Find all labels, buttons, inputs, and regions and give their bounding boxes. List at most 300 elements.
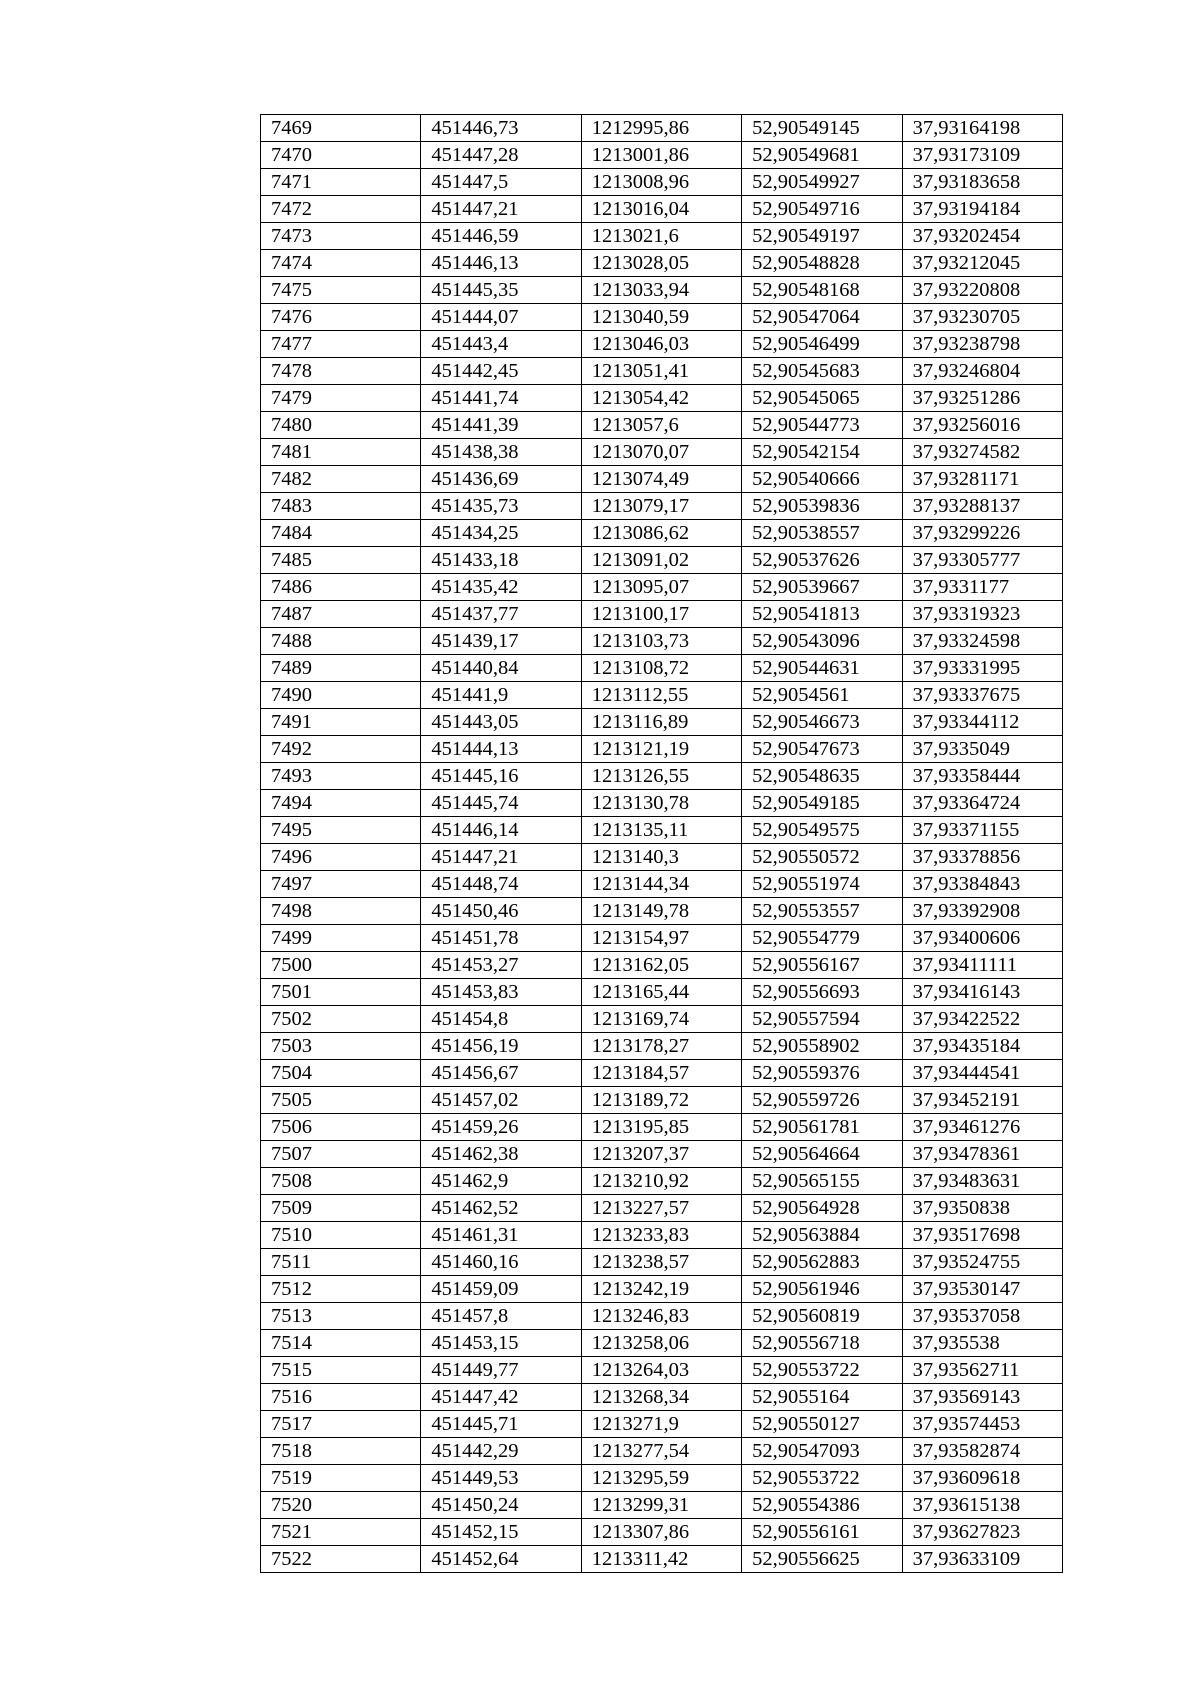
point-number-cell: 7517 — [261, 1411, 421, 1438]
point-number-cell: 7521 — [261, 1519, 421, 1546]
x-coordinate-cell: 451450,24 — [421, 1492, 581, 1519]
longitude-cell: 37,93582874 — [902, 1438, 1062, 1465]
x-coordinate-cell: 451437,77 — [421, 601, 581, 628]
latitude-cell: 52,90538557 — [742, 520, 902, 547]
longitude-cell: 37,93299226 — [902, 520, 1062, 547]
latitude-cell: 52,90562883 — [742, 1249, 902, 1276]
table-row — [261, 871, 1063, 898]
x-coordinate-cell: 451449,77 — [421, 1357, 581, 1384]
table-row — [261, 574, 1063, 601]
x-coordinate-cell: 451445,71 — [421, 1411, 581, 1438]
x-coordinate-cell: 451453,15 — [421, 1330, 581, 1357]
y-coordinate-cell: 1213295,59 — [581, 1465, 741, 1492]
latitude-cell: 52,90548635 — [742, 763, 902, 790]
y-coordinate-cell: 1213054,42 — [581, 385, 741, 412]
latitude-cell: 52,90559726 — [742, 1087, 902, 1114]
longitude-cell: 37,9331177 — [902, 574, 1062, 601]
longitude-cell: 37,93337675 — [902, 682, 1062, 709]
x-coordinate-cell: 451435,73 — [421, 493, 581, 520]
y-coordinate-cell: 1213271,9 — [581, 1411, 741, 1438]
y-coordinate-cell: 1213242,19 — [581, 1276, 741, 1303]
point-number-cell: 7501 — [261, 979, 421, 1006]
latitude-cell: 52,90553722 — [742, 1357, 902, 1384]
longitude-cell: 37,93246804 — [902, 358, 1062, 385]
table-row — [261, 439, 1063, 466]
y-coordinate-cell: 1213086,62 — [581, 520, 741, 547]
longitude-cell: 37,93281171 — [902, 466, 1062, 493]
latitude-cell: 52,90559376 — [742, 1060, 902, 1087]
x-coordinate-cell: 451445,16 — [421, 763, 581, 790]
latitude-cell: 52,90540666 — [742, 466, 902, 493]
table-row — [261, 1168, 1063, 1195]
table-row — [261, 1384, 1063, 1411]
point-number-cell: 7520 — [261, 1492, 421, 1519]
latitude-cell: 52,90556161 — [742, 1519, 902, 1546]
x-coordinate-cell: 451434,25 — [421, 520, 581, 547]
longitude-cell: 37,93517698 — [902, 1222, 1062, 1249]
point-number-cell: 7491 — [261, 709, 421, 736]
latitude-cell: 52,90556167 — [742, 952, 902, 979]
point-number-cell: 7469 — [261, 115, 421, 142]
latitude-cell: 52,90543096 — [742, 628, 902, 655]
latitude-cell: 52,90537626 — [742, 547, 902, 574]
x-coordinate-cell: 451460,16 — [421, 1249, 581, 1276]
point-number-cell: 7519 — [261, 1465, 421, 1492]
x-coordinate-cell: 451446,59 — [421, 223, 581, 250]
x-coordinate-cell: 451446,14 — [421, 817, 581, 844]
y-coordinate-cell: 1213233,83 — [581, 1222, 741, 1249]
latitude-cell: 52,90549575 — [742, 817, 902, 844]
x-coordinate-cell: 451462,52 — [421, 1195, 581, 1222]
table-row — [261, 1087, 1063, 1114]
longitude-cell: 37,93324598 — [902, 628, 1062, 655]
y-coordinate-cell: 1213140,3 — [581, 844, 741, 871]
latitude-cell: 52,90554386 — [742, 1492, 902, 1519]
y-coordinate-cell: 1213130,78 — [581, 790, 741, 817]
point-number-cell: 7475 — [261, 277, 421, 304]
table-row — [261, 196, 1063, 223]
y-coordinate-cell: 1213001,86 — [581, 142, 741, 169]
table-row — [261, 1195, 1063, 1222]
latitude-cell: 52,90550572 — [742, 844, 902, 871]
latitude-cell: 52,90542154 — [742, 439, 902, 466]
longitude-cell: 37,93392908 — [902, 898, 1062, 925]
y-coordinate-cell: 1213108,72 — [581, 655, 741, 682]
x-coordinate-cell: 451441,74 — [421, 385, 581, 412]
latitude-cell: 52,90556718 — [742, 1330, 902, 1357]
latitude-cell: 52,90549197 — [742, 223, 902, 250]
x-coordinate-cell: 451450,46 — [421, 898, 581, 925]
latitude-cell: 52,90547093 — [742, 1438, 902, 1465]
y-coordinate-cell: 1213154,97 — [581, 925, 741, 952]
point-number-cell: 7504 — [261, 1060, 421, 1087]
point-number-cell: 7509 — [261, 1195, 421, 1222]
x-coordinate-cell: 451433,18 — [421, 547, 581, 574]
point-number-cell: 7514 — [261, 1330, 421, 1357]
longitude-cell: 37,93358444 — [902, 763, 1062, 790]
table-row — [261, 304, 1063, 331]
x-coordinate-cell: 451442,29 — [421, 1438, 581, 1465]
point-number-cell: 7505 — [261, 1087, 421, 1114]
latitude-cell: 52,90539836 — [742, 493, 902, 520]
x-coordinate-cell: 451459,26 — [421, 1114, 581, 1141]
latitude-cell: 52,90553722 — [742, 1465, 902, 1492]
table-row — [261, 736, 1063, 763]
latitude-cell: 52,90549716 — [742, 196, 902, 223]
table-row — [261, 169, 1063, 196]
point-number-cell: 7506 — [261, 1114, 421, 1141]
longitude-cell: 37,9335049 — [902, 736, 1062, 763]
table-row — [261, 277, 1063, 304]
table-row — [261, 1060, 1063, 1087]
table-row — [261, 763, 1063, 790]
latitude-cell: 52,90541813 — [742, 601, 902, 628]
point-number-cell: 7518 — [261, 1438, 421, 1465]
x-coordinate-cell: 451461,31 — [421, 1222, 581, 1249]
y-coordinate-cell: 1213178,27 — [581, 1033, 741, 1060]
longitude-cell: 37,93251286 — [902, 385, 1062, 412]
y-coordinate-cell: 1213074,49 — [581, 466, 741, 493]
table-row — [261, 358, 1063, 385]
latitude-cell: 52,90551974 — [742, 871, 902, 898]
y-coordinate-cell: 1213258,06 — [581, 1330, 741, 1357]
latitude-cell: 52,90547064 — [742, 304, 902, 331]
longitude-cell: 37,93461276 — [902, 1114, 1062, 1141]
longitude-cell: 37,93173109 — [902, 142, 1062, 169]
longitude-cell: 37,93524755 — [902, 1249, 1062, 1276]
table-row — [261, 520, 1063, 547]
x-coordinate-cell: 451442,45 — [421, 358, 581, 385]
x-coordinate-cell: 451440,84 — [421, 655, 581, 682]
latitude-cell: 52,90556625 — [742, 1546, 902, 1573]
table-row — [261, 115, 1063, 142]
coordinates-table-body — [261, 115, 1063, 1573]
longitude-cell: 37,93633109 — [902, 1546, 1062, 1573]
table-row — [261, 493, 1063, 520]
table-row — [261, 1006, 1063, 1033]
y-coordinate-cell: 1213095,07 — [581, 574, 741, 601]
latitude-cell: 52,90553557 — [742, 898, 902, 925]
y-coordinate-cell: 1213149,78 — [581, 898, 741, 925]
point-number-cell: 7490 — [261, 682, 421, 709]
y-coordinate-cell: 1213091,02 — [581, 547, 741, 574]
latitude-cell: 52,90564928 — [742, 1195, 902, 1222]
table-row — [261, 1222, 1063, 1249]
longitude-cell: 37,93183658 — [902, 169, 1062, 196]
table-row — [261, 250, 1063, 277]
longitude-cell: 37,93220808 — [902, 277, 1062, 304]
longitude-cell: 37,93483631 — [902, 1168, 1062, 1195]
point-number-cell: 7503 — [261, 1033, 421, 1060]
latitude-cell: 52,90546673 — [742, 709, 902, 736]
x-coordinate-cell: 451445,74 — [421, 790, 581, 817]
point-number-cell: 7487 — [261, 601, 421, 628]
latitude-cell: 52,90546499 — [742, 331, 902, 358]
x-coordinate-cell: 451443,05 — [421, 709, 581, 736]
x-coordinate-cell: 451448,74 — [421, 871, 581, 898]
table-row — [261, 1465, 1063, 1492]
table-row — [261, 1519, 1063, 1546]
longitude-cell: 37,93411111 — [902, 952, 1062, 979]
x-coordinate-cell: 451457,8 — [421, 1303, 581, 1330]
latitude-cell: 52,9054561 — [742, 682, 902, 709]
x-coordinate-cell: 451438,38 — [421, 439, 581, 466]
table-row — [261, 1411, 1063, 1438]
x-coordinate-cell: 451456,67 — [421, 1060, 581, 1087]
x-coordinate-cell: 451447,21 — [421, 196, 581, 223]
x-coordinate-cell: 451447,5 — [421, 169, 581, 196]
y-coordinate-cell: 1213162,05 — [581, 952, 741, 979]
point-number-cell: 7482 — [261, 466, 421, 493]
x-coordinate-cell: 451452,64 — [421, 1546, 581, 1573]
x-coordinate-cell: 451444,07 — [421, 304, 581, 331]
x-coordinate-cell: 451456,19 — [421, 1033, 581, 1060]
table-row — [261, 466, 1063, 493]
y-coordinate-cell: 1213264,03 — [581, 1357, 741, 1384]
latitude-cell: 52,90545065 — [742, 385, 902, 412]
table-row — [261, 385, 1063, 412]
longitude-cell: 37,935538 — [902, 1330, 1062, 1357]
point-number-cell: 7508 — [261, 1168, 421, 1195]
latitude-cell: 52,90561946 — [742, 1276, 902, 1303]
table-row — [261, 682, 1063, 709]
longitude-cell: 37,93378856 — [902, 844, 1062, 871]
x-coordinate-cell: 451444,13 — [421, 736, 581, 763]
y-coordinate-cell: 1213311,42 — [581, 1546, 741, 1573]
latitude-cell: 52,90544773 — [742, 412, 902, 439]
point-number-cell: 7480 — [261, 412, 421, 439]
longitude-cell: 37,93569143 — [902, 1384, 1062, 1411]
table-row — [261, 709, 1063, 736]
y-coordinate-cell: 1213207,37 — [581, 1141, 741, 1168]
y-coordinate-cell: 1213021,6 — [581, 223, 741, 250]
y-coordinate-cell: 1213028,05 — [581, 250, 741, 277]
longitude-cell: 37,93609618 — [902, 1465, 1062, 1492]
longitude-cell: 37,93256016 — [902, 412, 1062, 439]
point-number-cell: 7474 — [261, 250, 421, 277]
table-row — [261, 1438, 1063, 1465]
latitude-cell: 52,90554779 — [742, 925, 902, 952]
table-row — [261, 601, 1063, 628]
longitude-cell: 37,93212045 — [902, 250, 1062, 277]
point-number-cell: 7488 — [261, 628, 421, 655]
table-row — [261, 898, 1063, 925]
y-coordinate-cell: 1213126,55 — [581, 763, 741, 790]
point-number-cell: 7481 — [261, 439, 421, 466]
point-number-cell: 7470 — [261, 142, 421, 169]
table-row — [261, 1492, 1063, 1519]
y-coordinate-cell: 1213184,57 — [581, 1060, 741, 1087]
point-number-cell: 7496 — [261, 844, 421, 871]
point-number-cell: 7507 — [261, 1141, 421, 1168]
longitude-cell: 37,93478361 — [902, 1141, 1062, 1168]
latitude-cell: 52,90563884 — [742, 1222, 902, 1249]
point-number-cell: 7499 — [261, 925, 421, 952]
x-coordinate-cell: 451462,9 — [421, 1168, 581, 1195]
y-coordinate-cell: 1213165,44 — [581, 979, 741, 1006]
longitude-cell: 37,93452191 — [902, 1087, 1062, 1114]
longitude-cell: 37,93422522 — [902, 1006, 1062, 1033]
point-number-cell: 7498 — [261, 898, 421, 925]
point-number-cell: 7486 — [261, 574, 421, 601]
point-number-cell: 7522 — [261, 1546, 421, 1573]
x-coordinate-cell: 451452,15 — [421, 1519, 581, 1546]
x-coordinate-cell: 451454,8 — [421, 1006, 581, 1033]
longitude-cell: 37,93319323 — [902, 601, 1062, 628]
y-coordinate-cell: 1213116,89 — [581, 709, 741, 736]
table-row — [261, 547, 1063, 574]
longitude-cell: 37,93344112 — [902, 709, 1062, 736]
y-coordinate-cell: 1213033,94 — [581, 277, 741, 304]
longitude-cell: 37,93371155 — [902, 817, 1062, 844]
y-coordinate-cell: 1213008,96 — [581, 169, 741, 196]
table-row — [261, 925, 1063, 952]
x-coordinate-cell: 451459,09 — [421, 1276, 581, 1303]
longitude-cell: 37,93562711 — [902, 1357, 1062, 1384]
table-row — [261, 952, 1063, 979]
x-coordinate-cell: 451441,9 — [421, 682, 581, 709]
y-coordinate-cell: 1213277,54 — [581, 1438, 741, 1465]
latitude-cell: 52,90545683 — [742, 358, 902, 385]
latitude-cell: 52,90549145 — [742, 115, 902, 142]
y-coordinate-cell: 1213227,57 — [581, 1195, 741, 1222]
y-coordinate-cell: 1213307,86 — [581, 1519, 741, 1546]
point-number-cell: 7473 — [261, 223, 421, 250]
table-row — [261, 1546, 1063, 1573]
longitude-cell: 37,9350838 — [902, 1195, 1062, 1222]
point-number-cell: 7497 — [261, 871, 421, 898]
point-number-cell: 7511 — [261, 1249, 421, 1276]
point-number-cell: 7516 — [261, 1384, 421, 1411]
longitude-cell: 37,93305777 — [902, 547, 1062, 574]
point-number-cell: 7512 — [261, 1276, 421, 1303]
longitude-cell: 37,93530147 — [902, 1276, 1062, 1303]
latitude-cell: 52,90544631 — [742, 655, 902, 682]
table-row — [261, 844, 1063, 871]
x-coordinate-cell: 451447,21 — [421, 844, 581, 871]
longitude-cell: 37,93274582 — [902, 439, 1062, 466]
table-row — [261, 412, 1063, 439]
x-coordinate-cell: 451443,4 — [421, 331, 581, 358]
longitude-cell: 37,93288137 — [902, 493, 1062, 520]
longitude-cell: 37,93574453 — [902, 1411, 1062, 1438]
y-coordinate-cell: 1213040,59 — [581, 304, 741, 331]
point-number-cell: 7510 — [261, 1222, 421, 1249]
longitude-cell: 37,93364724 — [902, 790, 1062, 817]
point-number-cell: 7515 — [261, 1357, 421, 1384]
latitude-cell: 52,90549927 — [742, 169, 902, 196]
point-number-cell: 7489 — [261, 655, 421, 682]
x-coordinate-cell: 451462,38 — [421, 1141, 581, 1168]
point-number-cell: 7500 — [261, 952, 421, 979]
table-row — [261, 628, 1063, 655]
point-number-cell: 7478 — [261, 358, 421, 385]
x-coordinate-cell: 451445,35 — [421, 277, 581, 304]
table-row — [261, 223, 1063, 250]
table-row — [261, 1249, 1063, 1276]
x-coordinate-cell: 451447,28 — [421, 142, 581, 169]
x-coordinate-cell: 451439,17 — [421, 628, 581, 655]
longitude-cell: 37,93627823 — [902, 1519, 1062, 1546]
table-row — [261, 817, 1063, 844]
y-coordinate-cell: 1213100,17 — [581, 601, 741, 628]
y-coordinate-cell: 1213189,72 — [581, 1087, 741, 1114]
point-number-cell: 7513 — [261, 1303, 421, 1330]
latitude-cell: 52,90556693 — [742, 979, 902, 1006]
table-row — [261, 1303, 1063, 1330]
point-number-cell: 7502 — [261, 1006, 421, 1033]
table-row — [261, 1276, 1063, 1303]
latitude-cell: 52,90547673 — [742, 736, 902, 763]
coordinates-table — [260, 114, 1063, 1573]
point-number-cell: 7479 — [261, 385, 421, 412]
latitude-cell: 52,90560819 — [742, 1303, 902, 1330]
longitude-cell: 37,93164198 — [902, 115, 1062, 142]
latitude-cell: 52,90539667 — [742, 574, 902, 601]
y-coordinate-cell: 1213103,73 — [581, 628, 741, 655]
latitude-cell: 52,90557594 — [742, 1006, 902, 1033]
point-number-cell: 7485 — [261, 547, 421, 574]
point-number-cell: 7494 — [261, 790, 421, 817]
y-coordinate-cell: 1213135,11 — [581, 817, 741, 844]
longitude-cell: 37,93537058 — [902, 1303, 1062, 1330]
longitude-cell: 37,93194184 — [902, 196, 1062, 223]
table-row — [261, 979, 1063, 1006]
longitude-cell: 37,93444541 — [902, 1060, 1062, 1087]
y-coordinate-cell: 1213299,31 — [581, 1492, 741, 1519]
y-coordinate-cell: 1213051,41 — [581, 358, 741, 385]
table-row — [261, 331, 1063, 358]
y-coordinate-cell: 1213070,07 — [581, 439, 741, 466]
table-row — [261, 142, 1063, 169]
x-coordinate-cell: 451447,42 — [421, 1384, 581, 1411]
latitude-cell: 52,90561781 — [742, 1114, 902, 1141]
latitude-cell: 52,90548828 — [742, 250, 902, 277]
x-coordinate-cell: 451453,27 — [421, 952, 581, 979]
longitude-cell: 37,93435184 — [902, 1033, 1062, 1060]
longitude-cell: 37,93331995 — [902, 655, 1062, 682]
longitude-cell: 37,93615138 — [902, 1492, 1062, 1519]
point-number-cell: 7477 — [261, 331, 421, 358]
y-coordinate-cell: 1213210,92 — [581, 1168, 741, 1195]
latitude-cell: 52,90549185 — [742, 790, 902, 817]
point-number-cell: 7483 — [261, 493, 421, 520]
point-number-cell: 7492 — [261, 736, 421, 763]
table-row — [261, 655, 1063, 682]
x-coordinate-cell: 451449,53 — [421, 1465, 581, 1492]
latitude-cell: 52,9055164 — [742, 1384, 902, 1411]
x-coordinate-cell: 451457,02 — [421, 1087, 581, 1114]
longitude-cell: 37,93202454 — [902, 223, 1062, 250]
y-coordinate-cell: 1213016,04 — [581, 196, 741, 223]
y-coordinate-cell: 1213121,19 — [581, 736, 741, 763]
x-coordinate-cell: 451436,69 — [421, 466, 581, 493]
point-number-cell: 7471 — [261, 169, 421, 196]
latitude-cell: 52,90565155 — [742, 1168, 902, 1195]
y-coordinate-cell: 1213268,34 — [581, 1384, 741, 1411]
point-number-cell: 7484 — [261, 520, 421, 547]
x-coordinate-cell: 451441,39 — [421, 412, 581, 439]
table-row — [261, 1033, 1063, 1060]
point-number-cell: 7495 — [261, 817, 421, 844]
y-coordinate-cell: 1213195,85 — [581, 1114, 741, 1141]
table-row — [261, 1357, 1063, 1384]
longitude-cell: 37,93238798 — [902, 331, 1062, 358]
x-coordinate-cell: 451451,78 — [421, 925, 581, 952]
y-coordinate-cell: 1213238,57 — [581, 1249, 741, 1276]
latitude-cell: 52,90548168 — [742, 277, 902, 304]
longitude-cell: 37,93230705 — [902, 304, 1062, 331]
